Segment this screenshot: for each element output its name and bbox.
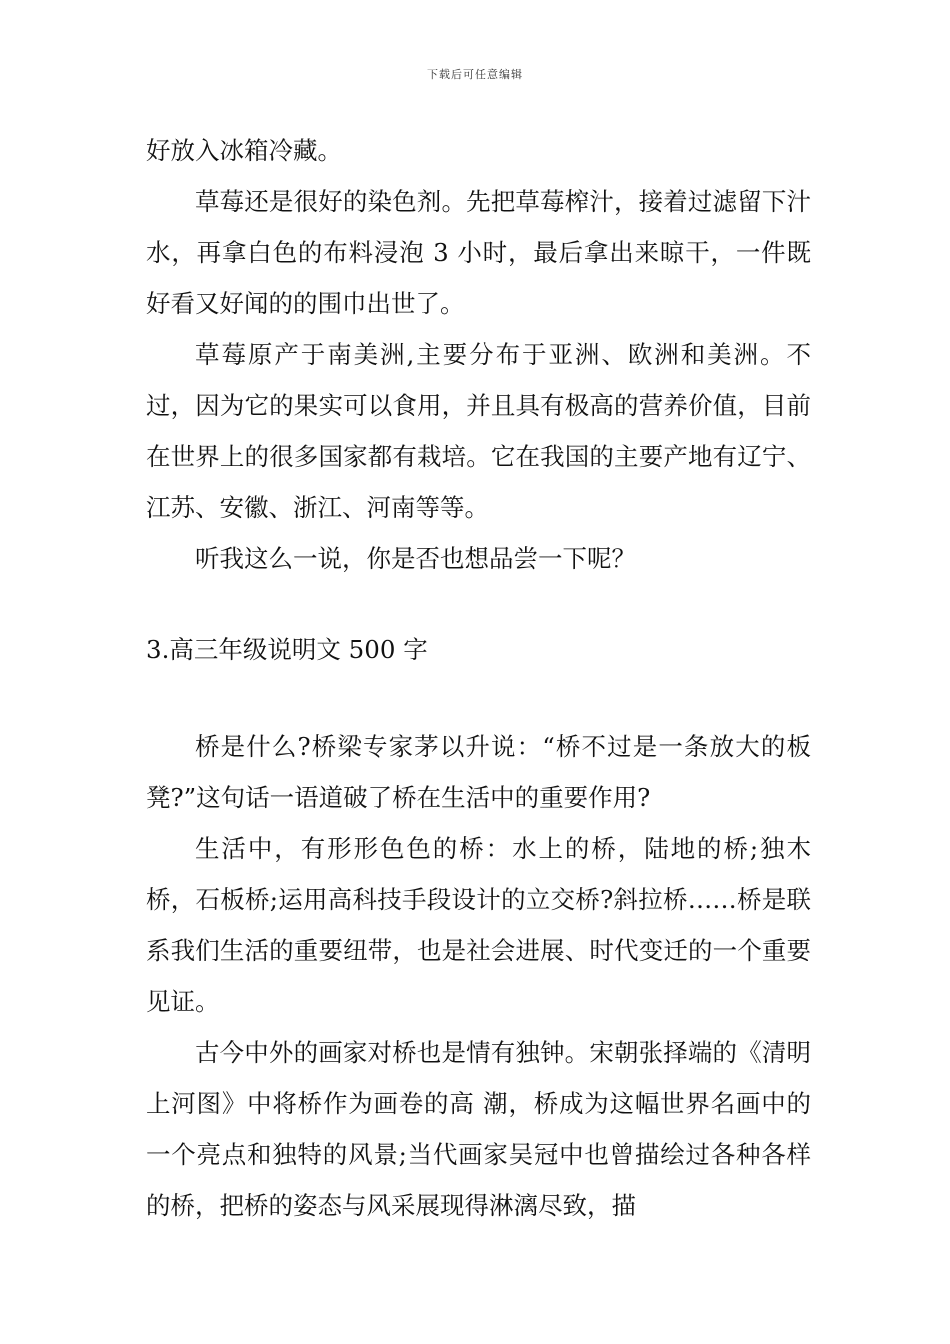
paragraph-closing: 听我这么一说，你是否也想品尝一下呢？ [195,544,636,573]
paragraph-dye: 草莓还是很好的染色剂。先把草莓榨汁，接着过滤留下汁水，再拿白色的布料浸泡 3 小时，最后拿出来晾干，一件既好看又好闻的的围巾出世了。 [146,187,811,318]
page-header: 下载后可任意编辑 [427,68,523,81]
paragraph-bridge-intro: 桥是什么?桥梁专家茅以升说：“桥不过是一条放大的板凳?”这句话一语道破了桥在生活中的重要作用? [146,732,811,812]
section-1-body [146,125,811,584]
paragraph-bridge-types: 生活中，有形形色色的桥：水上的桥，陆地的桥;独木桥，石板桥;运用高科技手段设计的立交桥?斜拉桥……桥是联系我们生活的重要纽带，也是社会进展、时代变迁的一个重要见证。 [146,834,811,1016]
section-title: 3.高三年级说明文 500 字 [146,635,428,664]
section-2-body [146,721,811,1231]
paragraph-bridge-art: 古今中外的画家对桥也是情有独钟。宋朝张择端的《清明上河图》中将桥作为画卷的高 潮，桥成为这幅世界名画中的一个亮点和独特的风景;当代画家吴冠中也曾描绘过各种各样的桥，把桥的姿态与风采展现得淋漓尽致，描 [146,1038,811,1220]
paragraph-continuation: 好放入冰箱冷藏。 [146,136,342,165]
paragraph-origin: 草莓原产于南美洲,主要分布于亚洲、欧洲和美洲。不过，因为它的果实可以食用，并且具有极高的营养价值，目前在世界上的很多国家都有栽培。它在我国的主要产地有辽宁、江苏、安徽、浙江、河南等等。 [146,340,811,522]
